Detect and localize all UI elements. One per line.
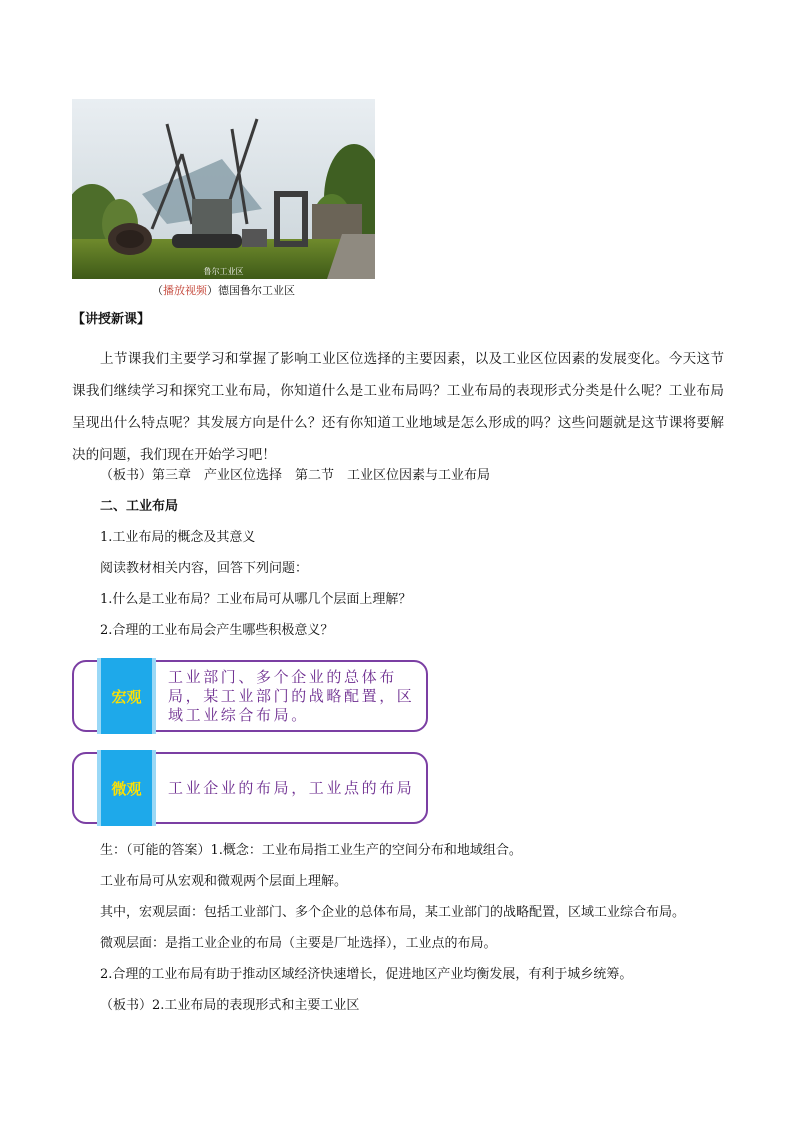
caption-play-video: 播放视频	[163, 284, 207, 297]
answer-line: 工业布局可从宏观和微观两个层面上理解。	[100, 874, 348, 889]
ruhr-industrial-park-image	[72, 99, 375, 279]
answer-line: 其中，宏观层面：包括工业部门、多个企业的总体布局，某工业部门的战略配置，区域工业综合布局。	[100, 905, 686, 920]
question-1: 1.什么是工业布局？工业布局可从哪几个层面上理解？	[100, 592, 412, 607]
answer-line: 微观层面：是指工业企业的布局（主要是厂址选择），工业点的布局。	[100, 936, 497, 951]
micro-box	[72, 752, 428, 824]
section-heading: 【讲授新课】	[72, 312, 151, 327]
answer-line: 生：（可能的答案）1.概念：工业布局指工业生产的空间分布和地域组合。	[100, 843, 522, 858]
intro-paragraph: 上节课我们主要学习和掌握了影响工业区位选择的主要因素，以及工业区位因素的发展变化。今天这节课我们继续学习和探究工业布局，你知道什么是工业布局吗？工业布局的表现形式分类是什么呢？工业布局呈现出什么特点呢？其发展方向是什么？还有你知道工业地域是怎么形成的吗？这些问题就是这节课将要解决的问题，我们现在开始学习吧！	[72, 351, 724, 463]
photo-label: 鲁尔工业区	[203, 267, 244, 276]
heading-industrial-layout: 二、工业布局	[100, 499, 179, 514]
macro-tab: 宏观	[101, 658, 152, 734]
question-2: 2.合理的工业布局会产生哪些积极意义？	[100, 623, 334, 638]
reading-task: 阅读教材相关内容，回答下列问题：	[100, 561, 309, 576]
ruhr-photo	[72, 99, 375, 279]
photo-caption	[72, 282, 375, 298]
blackboard-title: （板书）第三章 产业区位选择 第二节 工业区位因素与工业布局	[100, 468, 491, 483]
answer-line: 2.合理的工业布局有助于推动区域经济快速增长，促进地区产业均衡发展，有利于城乡统筹。	[100, 967, 633, 982]
caption-open: （	[152, 284, 163, 297]
micro-tab: 微观	[101, 750, 152, 826]
macro-text: 工业部门、多个企业的总体布局，某工业部门的战略配置，区域工业综合布局。	[168, 667, 415, 724]
micro-text: 工业企业的布局，工业点的布局	[168, 778, 415, 797]
blackboard-subtitle: （板书）2.工业布局的表现形式和主要工业区	[100, 998, 360, 1013]
subheading-concept: 1.工业布局的概念及其意义	[100, 530, 256, 545]
macro-box	[72, 660, 428, 732]
caption-text: ）德国鲁尔工业区	[207, 284, 295, 297]
